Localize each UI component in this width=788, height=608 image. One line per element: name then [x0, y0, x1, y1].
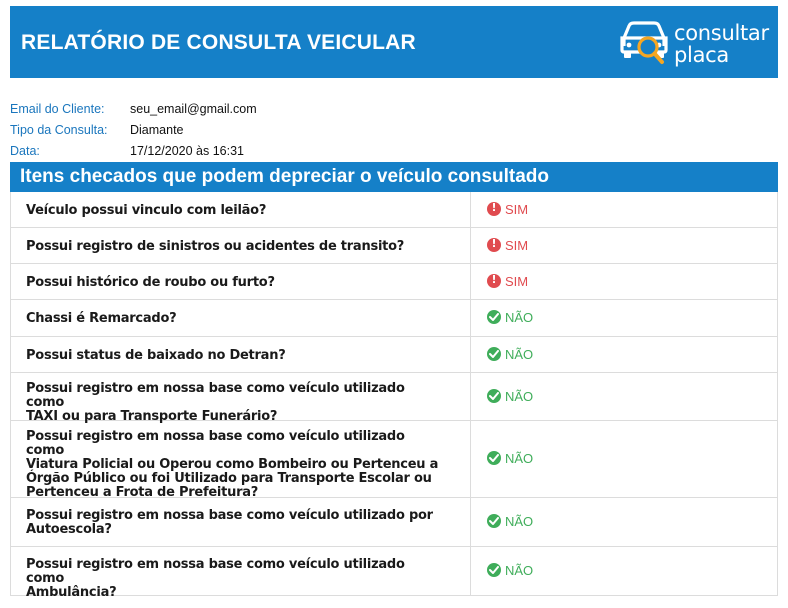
check-circle-icon — [487, 451, 501, 465]
answer-text: SIM — [505, 238, 529, 253]
date-value: 17/12/2020 às 16:31 — [130, 144, 244, 158]
table-row — [11, 337, 777, 373]
question-text — [26, 240, 446, 254]
answer-cell — [487, 238, 528, 253]
answer-cell — [487, 202, 528, 217]
exclamation-circle-icon — [487, 202, 501, 216]
column-divider — [470, 228, 471, 263]
question-text — [26, 558, 446, 600]
check-circle-icon — [487, 347, 501, 361]
column-divider — [470, 264, 471, 299]
question-text — [26, 276, 446, 290]
column-divider — [470, 373, 471, 420]
question-line: Autoescola? — [26, 522, 112, 537]
answer-cell — [487, 347, 533, 362]
question-line: Órgão Público ou foi Utilizado para Transporte Escolar ou — [26, 471, 432, 486]
section-title: Itens checados que podem depreciar o veículo consultado — [20, 166, 549, 187]
answer-text: NÃO — [505, 514, 534, 529]
table-row — [11, 228, 777, 264]
answer-text: NÃO — [505, 451, 534, 466]
question-line: Ambulância? — [26, 585, 117, 600]
question-line: Possui registro em nossa base como veículo utilizado por — [26, 508, 433, 523]
answer-text: NÃO — [505, 389, 534, 404]
table-row — [11, 300, 777, 337]
question-text — [26, 349, 446, 363]
client-email-value: seu_email@gmail.com — [130, 102, 257, 116]
logo-text-line2: placa — [674, 43, 729, 67]
question-text — [26, 204, 446, 218]
question-line: Pertenceu a Frota de Prefeitura? — [26, 485, 259, 500]
question-line: TAXI ou para Transporte Funerário? — [26, 409, 278, 424]
consultar-placa-logo[interactable] — [618, 12, 778, 76]
query-type-label: Tipo da Consulta: — [10, 123, 108, 137]
table-row — [11, 264, 777, 300]
section-header — [10, 162, 778, 192]
column-divider — [470, 337, 471, 372]
question-line: Possui registro em nossa base como veículo utilizado como — [26, 557, 405, 586]
answer-cell — [487, 563, 533, 578]
answer-text: NÃO — [505, 563, 534, 578]
column-divider — [470, 547, 471, 595]
answer-cell — [487, 451, 533, 466]
exclamation-circle-icon — [487, 238, 501, 252]
table-row — [11, 498, 777, 547]
table-row — [11, 421, 777, 498]
table-row — [11, 192, 777, 228]
answer-text: NÃO — [505, 310, 534, 325]
column-divider — [470, 421, 471, 497]
answer-text: SIM — [505, 202, 529, 217]
question-line: Possui registro em nossa base como veículo utilizado como — [26, 381, 405, 410]
checklist-table — [10, 192, 778, 600]
question-line: Possui registro em nossa base como veículo utilizado como — [26, 429, 405, 458]
answer-cell — [487, 514, 533, 529]
query-type-value: Diamante — [130, 123, 184, 137]
question-line: Viatura Policial ou Operou como Bombeiro ou Pertenceu a — [26, 457, 439, 472]
question-line: Veículo possui vinculo com leilão? — [26, 203, 267, 218]
logo-text-line1: consultar — [674, 21, 769, 45]
column-divider — [470, 192, 471, 227]
check-circle-icon — [487, 310, 501, 324]
table-row — [11, 547, 777, 600]
date-label: Data: — [10, 144, 40, 158]
client-email-label: Email do Cliente: — [10, 102, 105, 116]
answer-cell — [487, 310, 533, 325]
check-circle-icon — [487, 389, 501, 403]
question-line: Possui status de baixado no Detran? — [26, 348, 286, 363]
question-text — [26, 509, 446, 537]
question-text — [26, 382, 446, 424]
question-line: Chassi é Remarcado? — [26, 311, 177, 326]
question-line: Possui registro de sinistros ou acidentes de transito? — [26, 239, 405, 254]
question-text — [26, 430, 446, 500]
page-title: RELATÓRIO DE CONSULTA VEICULAR — [21, 31, 416, 54]
column-divider — [470, 498, 471, 546]
answer-text: SIM — [505, 274, 529, 289]
answer-cell — [487, 389, 533, 404]
answer-cell — [487, 274, 528, 289]
column-divider — [470, 300, 471, 336]
question-text — [26, 312, 446, 326]
question-line: Possui histórico de roubo ou furto? — [26, 275, 275, 290]
check-circle-icon — [487, 563, 501, 577]
car-magnifier-icon — [618, 16, 670, 72]
answer-text: NÃO — [505, 347, 534, 362]
exclamation-circle-icon — [487, 274, 501, 288]
check-circle-icon — [487, 514, 501, 528]
report-header — [10, 6, 778, 78]
table-row — [11, 373, 777, 424]
